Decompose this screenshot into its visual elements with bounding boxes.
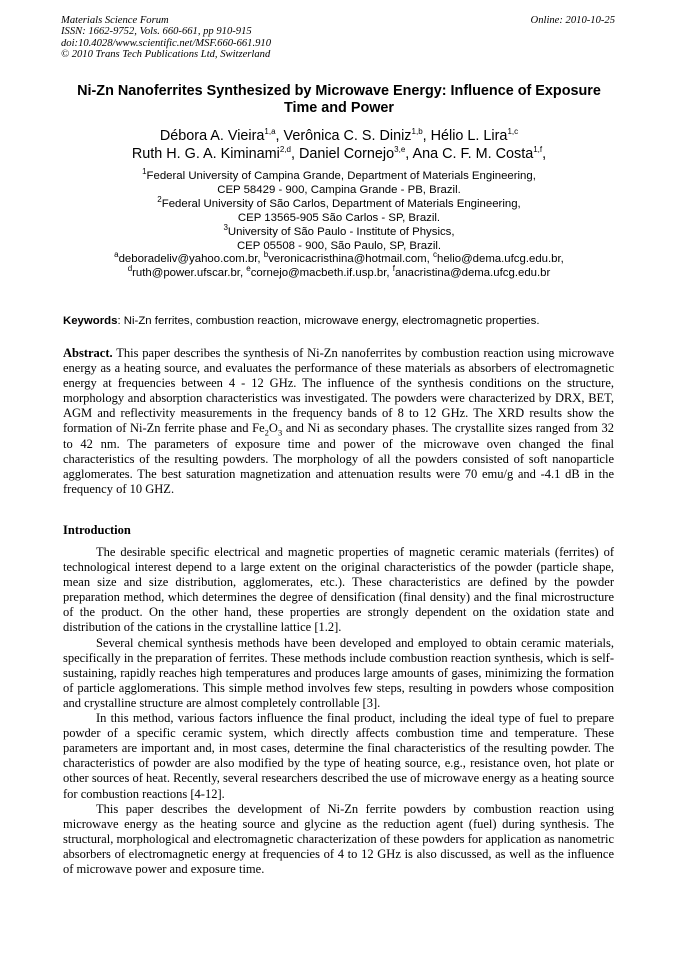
author-name: Verônica C. S. Diniz bbox=[283, 128, 412, 144]
keywords-text: : Ni-Zn ferrites, combustion reaction, microwave energy, electromagnetic properties. bbox=[117, 315, 540, 327]
author-affil-mark: 1,b bbox=[411, 127, 423, 137]
author-name: Hélio L. Lira bbox=[430, 128, 508, 144]
affiliation-2-address: CEP 13565-905 São Carlos - SP, Brazil. bbox=[237, 211, 441, 224]
email-link[interactable]: anacristina@dema.ufcg.edu.br bbox=[394, 267, 551, 280]
abstract-label: Abstract. bbox=[63, 346, 113, 360]
email-line-2: $^d$ruth@power.ufscar.br, $^e$cornejo@macbeth.if.usp.br, $^f$anacristina@dema.ufcg.edu.br bbox=[127, 264, 551, 280]
abstract-text: This paper describes the synthesis of Ni-Zn nanoferrites by combustion reaction using microwave energy as a heating source, and evaluates the performance of these materials as absorbers of electromagnetic energy at frequencies between 4 - 12 GHz. The influence of the synthesis conditions on the structure, morphology and absorption characteristics was investigated. The powders were characterized by DRX, BET, AGM and reflectivity measurements in the frequency bands of 8 to 12 GHz. The XRD results show the formation of Ni-Zn ferrite phase and Fe bbox=[63, 346, 614, 436]
author-list: Débora A. Vieira$^{1,a}$, Verônica C. S. Diniz$^{1,b}$, Hélio L. Lira$^{1,c}$ Ruth H. G. A. Kiminami$^{2,d}$, Daniel Cornejo$^{3,e}$, Ana C. F. M. Costa$^{1,f}$, bbox=[131, 127, 547, 163]
affiliation-1: $^1$Federal University of Campina Grande, Department of Materials Engineering, bbox=[142, 167, 536, 182]
author-name: Débora A. Vieira bbox=[159, 128, 265, 144]
email-line-1: $^a$deboradeliv@yahoo.com.br, $^b$veronicacristhina@hotmail.com, $^c$helio@dema.ufcg.edu.br, bbox=[114, 250, 564, 266]
affiliations bbox=[60, 167, 618, 281]
paper-title: Ni-Zn Nanoferrites Synthesized by Microwave Energy: Influence of Exposure Time and Power bbox=[77, 83, 601, 117]
affiliation-2: $^2$Federal University of São Carlos, Department of Materials Engineering, bbox=[157, 195, 521, 210]
email-link[interactable]: helio@dema.ufcg.edu.br, bbox=[437, 253, 564, 266]
author-affil-mark: 3,e bbox=[394, 145, 406, 155]
introduction-body bbox=[63, 545, 614, 877]
affiliation-3-address: CEP 05508 - 900, São Paulo, SP, Brazil. bbox=[236, 239, 442, 252]
affiliation-3: $^3$University of São Paulo - Institute of Physics, bbox=[223, 222, 455, 238]
email-link[interactable]: cornejo@macbeth.if.usp.br, bbox=[250, 267, 390, 280]
abstract-text-cont: and Ni as secondary phases. The crystallite sizes ranged from 32 to 42 nm. The parameters of exposure time and power of the microwave oven changed the final characteristics of the resulting powders. The morphology of all the powders consisted of soft nanoparticle agglomerates. The best saturation magnetization and attenuation results were 70 emu/g and -4.1 dB in the frequency of 10 GHZ. bbox=[63, 421, 614, 496]
author-affil-mark: 1,c bbox=[507, 127, 519, 137]
affiliation-1-address: CEP 58429 - 900, Campina Grande - PB, Brazil. bbox=[217, 183, 461, 196]
email-link[interactable]: deboradeliv@yahoo.com.br, bbox=[118, 253, 261, 266]
author-affil-mark: 1,a bbox=[264, 127, 276, 137]
paragraph: This paper describes the development of Ni-Zn ferrite powders by combustion reaction using microwave energy as the heating source and glycine as the reduction agent (fuel) during synthesis. The structural, morphological and electromagnetic characterization of these powders for application as nanometric absorbers of electromagnetic energy at frequencies of 4 to 12 GHz is also discussed, as well as the influence of microwave power and exposure time. bbox=[63, 801, 614, 876]
paragraph: In this method, various factors influence the final product, including the ideal type of fuel to prepare powder of a specific ceramic system, which directly affects combustion time and temperature. These parameters are important and, in most cases, determine the final characteristics of the resulting powder. The characteristics of powder are also modified by the type of heating source, e.g., resistance oven, hot plate or other sources of heat. Recently, several researchers described the use of microwave energy as a heating source for combustion reactions [4-12]. bbox=[63, 711, 614, 801]
abstract: Abstract. This paper describes the synthesis of Ni-Zn nanoferrites by combustion reaction using microwave energy as a heating source, and evaluates the performance of these materials as absorbers of electromagnetic energy at frequencies between 4 - 12 GHz. The influence of the synthesis conditions on the structure, morphology and absorption characteristics was investigated. The powders were characterized by DRX, BET, AGM and reflectivity measurements in the frequency bands of 8 to 12 GHz. The XRD results show the formation of Ni-Zn ferrite phase and $Fe_2O_3$ and Ni as secondary phases. The crystallite sizes ranged from 32 to 42 nm. The parameters of exposure time and power of the microwave oven changed the final characteristics of the resulting powders. The morphology of all the powders consisted of soft nanoparticle agglomerates. The best saturation magnetization and attenuation results were 70 emu/g and -4.1 dB in the frequency of 10 GHZ. bbox=[63, 346, 614, 496]
paragraph: The desirable specific electrical and magnetic properties of magnetic ceramic materials (ferrites) of technological interest depend to a large extent on the original characteristics of the powder (particle shape, mean size and size distribution, agglomerates, etc.). These characteristics are defined by the powder preparation method, which determines the degree of densification (final density) and the final microstructure of the product. On the other hand, these properties are strongly dependent on the oxidation state and distribution of the cations in the crystalline lattice [1.2]. bbox=[63, 545, 614, 635]
journal-name: Materials Science Forum bbox=[61, 15, 169, 26]
author-affil-mark: 1,f bbox=[533, 145, 543, 155]
email-link[interactable]: veronicacristhina@hotmail.com, bbox=[268, 253, 430, 266]
issn-line: ISSN: 1662-9752, Vols. 660-661, pp 910-915 bbox=[61, 26, 252, 38]
publication-info bbox=[61, 15, 271, 61]
journal-header bbox=[61, 15, 615, 61]
section-heading: Introduction bbox=[63, 523, 131, 537]
author-name: Ana C. F. M. Costa bbox=[412, 146, 534, 163]
keywords-label: Keywords bbox=[63, 315, 118, 327]
author-affil-mark: 2,d bbox=[279, 145, 291, 155]
copyright-line: © 2010 Trans Tech Publications Ltd, Switzerland bbox=[61, 49, 271, 61]
keywords bbox=[63, 314, 628, 328]
author-name: Daniel Cornejo bbox=[298, 146, 395, 163]
online-date: Online: 2010-10-25 bbox=[530, 15, 615, 26]
email-link[interactable]: ruth@power.ufscar.br, bbox=[132, 267, 244, 280]
author-name: Ruth H. G. A. Kiminami bbox=[131, 146, 280, 163]
doi-line[interactable]: doi:10.4028/www.scientific.net/MSF.660-661.910 bbox=[61, 37, 271, 49]
paragraph: Several chemical synthesis methods have been developed and employed to obtain ceramic materials, specifically in the preparation of ferrites. These methods include combustion reaction synthesis, which is self-sustaining, rapidly reaches high temperatures and produces large amounts of gases, minimizing the formation of particle agglomerations. This simple method involves few steps, resulting in powders whose composition and crystalline structure are almost completely controllable [3]. bbox=[63, 635, 614, 710]
